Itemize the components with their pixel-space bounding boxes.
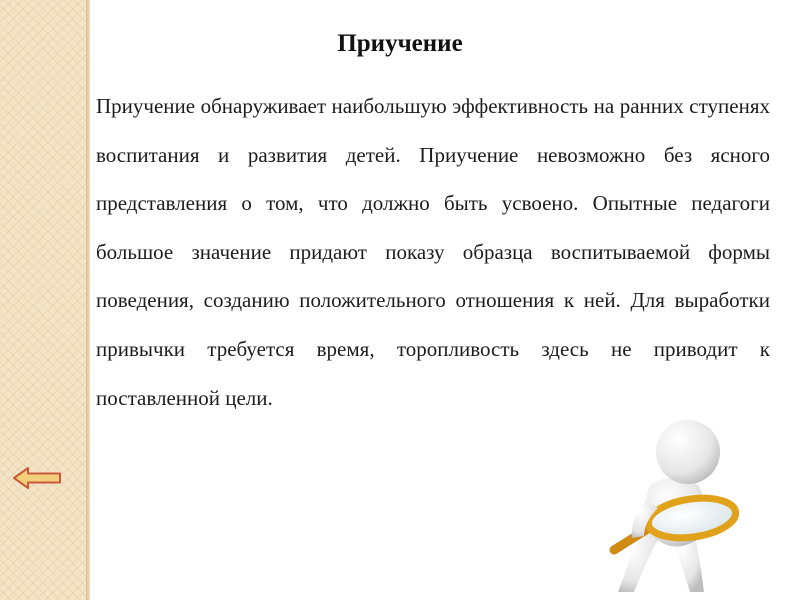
sidebar-panel xyxy=(0,0,86,600)
back-button[interactable] xyxy=(12,466,62,490)
left-arrow-icon xyxy=(12,466,62,490)
page-title: Приучение xyxy=(337,30,463,57)
sidebar-border xyxy=(86,0,90,600)
figure-with-magnifying-glass-icon xyxy=(600,410,800,600)
illustration xyxy=(600,410,800,600)
body-paragraph: Приучение обнаруживает наибольшую эффективность на ранних ступенях воспитания и развития детей. Приучение невозможно без ясного представления о том, что должно быть усвоено. Опытные педагоги большое значение придают показу образца воспитываемой формы поведения, созданию положительного отношения к ней. Для выработки привычки требуется время, торопливость здесь не приводит к поставленной цели. xyxy=(96,94,770,410)
